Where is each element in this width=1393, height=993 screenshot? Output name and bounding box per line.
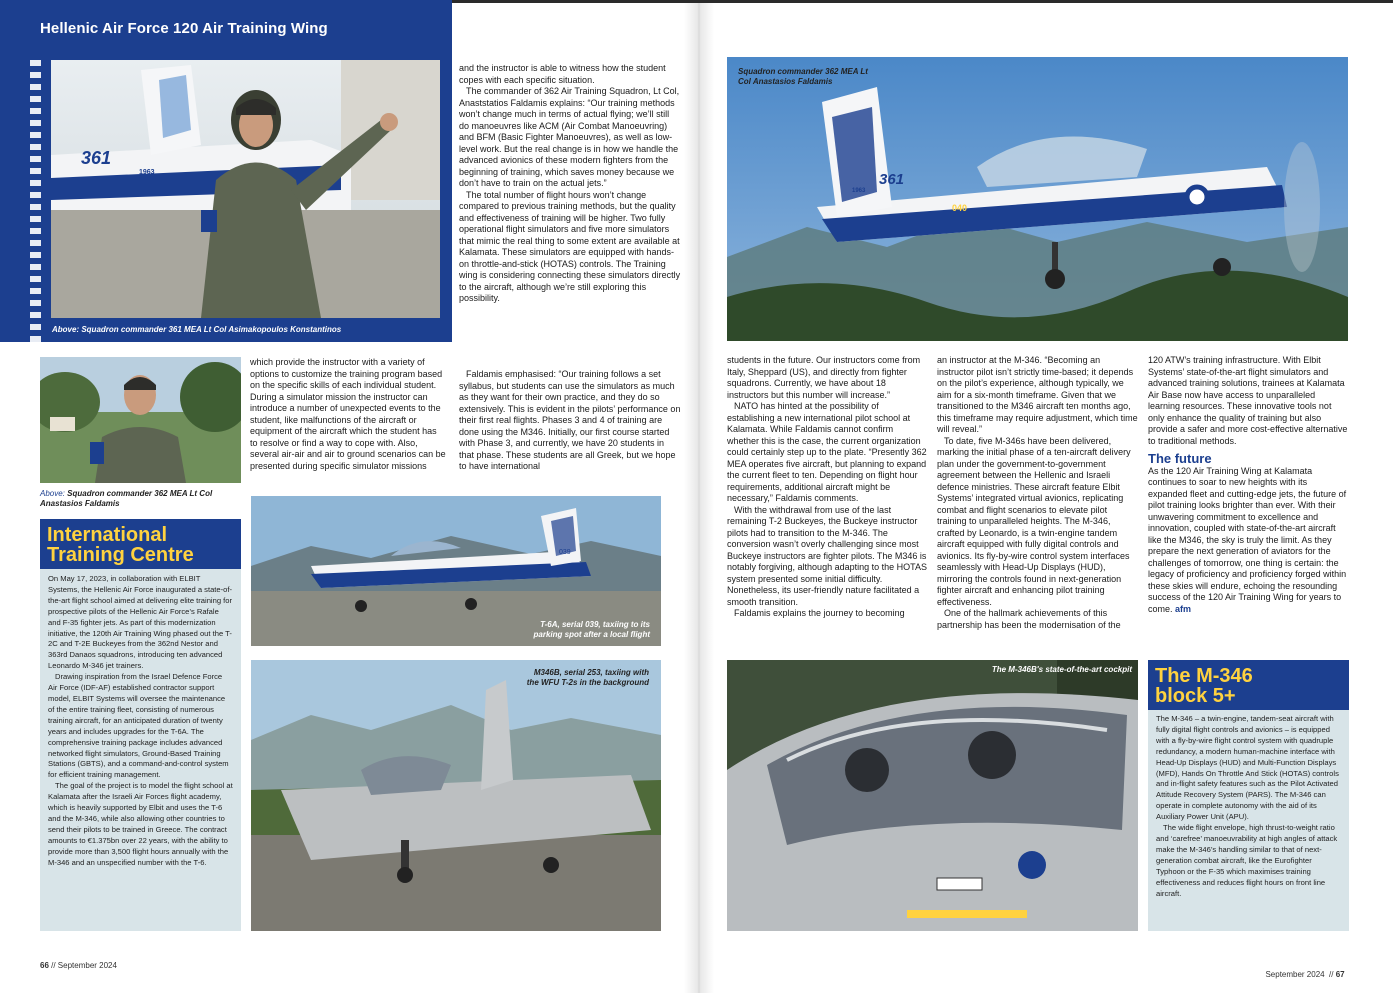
paragraph: Faldamis explains the journey to becoming [734, 608, 905, 618]
itc-box-title [40, 519, 241, 569]
m346-box-title [1148, 660, 1349, 710]
column-right-2 [937, 355, 1139, 631]
page-number-right: 67 [1335, 970, 1345, 979]
paragraph: students in the future. Our instructors come from Italy, Sheppard (US), and directly from fighter squadrons. Currently, we have about 18 instructors but this number will increase.” [727, 355, 921, 400]
tail-361-mark: 361 [81, 148, 112, 168]
m346-paragraph: The M-346 – a twin-engine, tandem-seat aircraft with fully digital flight controls and avionics – is equipped with a fly-by-wire flight control system with quadruple redundancy, a modern human-machine interface with Head-Up Displays (HUD) and Multi-Function Displays (MFD), Hands On Throttle And Stick (HOTAS) controls and in-flight safety features such as the Pilot Activated Attitude Recovery System (PARS). The M-346 can operate in complete autonomy with the aid of its Auxiliary Power Unit (APU). [1156, 714, 1339, 822]
itc-paragraph: Drawing inspiration from the Israel Defence Force Air Force (IDF-AF) established contractor support model, ELBIT Systems will oversee the maintenance of the entire training fleet, consisting of numerous training aircraft, for an anticipated duration of twenty years and includes upgrades for the T-6A. The comprehensive training package includes advanced networked flight simulators, Ground-Based Training Stations (GBTS), and a command-and-control system for efficient training management. [48, 672, 229, 780]
folio-left-text: // September 2024 [48, 961, 117, 970]
photo-portrait-faldamis-art [40, 357, 241, 483]
photo-t6-inflight [727, 57, 1348, 341]
caption-portrait [40, 489, 240, 509]
paragraph: an instructor at the M-346. “Becoming an instructor pilot isn’t strictly time-based; it depends on the pilot’s experience, although typically, we aim for a six-month timeframe. Given that we transitioned to the M346 aircraft ten months ago, this timeframe may require adjustment, which time will reveal.” [937, 355, 1138, 434]
caption-t6a: T-6A, serial 039, taxiing to its parking spot after a local flight [533, 620, 650, 639]
paragraph: 120 ATW’s training infrastructure. With Elbit Systems’ state-of-the-art flight simulators and advanced training solutions, trainees at Kalamata Air Base now have access to unparalleled learning resources. These innovative tools not only enhance the quality of training but also provide a safer and more cost-effective alternative to traditional methods. [1148, 355, 1348, 446]
paragraph: Faldamis emphasised: “Our training follows a set syllabus, but students can use the simulators as much as they want for their own practice, and they do so extensively. This is evident in the pilots’ performance on their first real flights. Phases 3 and 4 of training are done using the M346. Initially, our first course started with Phase 3, and currently, we have 20 students in that phase. These students are all Greek, but we hope to have international [459, 369, 681, 471]
photo-m346b-cockpit [727, 660, 1138, 931]
m346-box-body [1148, 710, 1349, 931]
column-left-mid [250, 357, 446, 472]
photo-t6-inflight-art [727, 57, 1348, 341]
caption-m346b: M346B, serial 253, taxiing with the WFU T-2s in the background [526, 668, 649, 687]
tail-361-inflight-mark: 361 [879, 171, 905, 188]
paragraph: One of the hallmark achievements of this partnership has been the modernisation of the [937, 608, 1121, 630]
itc-box-body [40, 569, 241, 931]
caption-portrait-prefix: Above: [40, 489, 65, 498]
subhead-the-future: The future [1148, 451, 1212, 466]
column-right-1 [727, 355, 927, 620]
greek-flag-stripe [30, 60, 41, 342]
itc-paragraph: On May 17, 2023, in collaboration with ELBIT Systems, the Hellenic Air Force inaugurated a state-of-the-art flight school aimed at delivering elite training for prospective pilots of the Hellenic Air Force’s Rafale and F-35 fighter jets. As part of this modernization initiative, the 120th Air Training Wing phased out the T-2C and T-2E Buckeyes from the 362nd Nestor and 363rd Danaos squadrons, introducing ten advanced Leonardo M-346 jet trainers. [48, 574, 233, 671]
photo-m346b-taxiing [251, 660, 661, 931]
column-mid-mid [459, 369, 681, 473]
caption-portrait-text: Squadron commander 362 MEA Lt Col Anastasios Faldamis [40, 489, 213, 508]
folio-left [40, 961, 117, 970]
itc-box-title-line2: Training Centre [47, 544, 194, 566]
paragraph-future [1148, 466, 1348, 616]
photo-commander-361-art [51, 60, 440, 318]
paragraph: The commander of 362 Air Training Squadron, Lt Col, Anaststatios Faldamis explains: “Our training methods won’t change much in terms of actual flying; we’ll still do manoeuvres like ACM (Air Combat Manoeuvring) and BFM (Basic Fighter Manoeuvres), as well as low-level work. But the real change is in how we handle the advanced avionics of these modern fighters from the beginning of training, which saves money because we don’t have to train on the actual jets.” [459, 86, 680, 188]
tail-040-mark: 040 [952, 203, 968, 213]
page-gutter [684, 0, 714, 993]
itc-box [40, 519, 241, 931]
paragraph: which provide the instructor with a variety of options to customize the training program based on the specific skills of each individual student. During a simulator mission the instructor can introduce a number of unexpected events to the student, like malfunctions of the aircraft or equipment of the aircraft which the student has to resolve or find a way to cope with. Also, several air-air and air to ground scenarios can be presented during specific simulator missions [250, 357, 446, 471]
photo-portrait-faldamis [40, 357, 241, 483]
year-1963-mark: 1963 [139, 169, 155, 176]
column-mid-top [459, 63, 681, 305]
paragraph: NATO has hinted at the possibility of establishing a new international pilot school at Kalamata. While Faldamis cannot confirm whether this is the case, the current organization could certainly step up to the plate. “Presently 362 MEA operates five aircraft, but planning to expand the current fleet to ten. Depending on flight hour requirements, additional aircraft might be necessary,” Faldamis comments. [727, 401, 927, 503]
future-text: As the 120 Air Training Wing at Kalamata continues to soar to new heights with its expanded fleet and cutting-edge jets, the future of pilot training looks brighter than ever. With their unwavering commitment to excellence and innovation, coupled with state-of-the-art aircraft like the M346, the sky is truly the limit. As they prepare the next generation of aviators for the challenges of tomorrow, one thing is certain: the legacy of proficiency and proficiency forged within these skies will endure, echoing the resounding success of the 120 Air Training Wing for years to come. [1148, 465, 1347, 614]
folio-right [1261, 961, 1345, 979]
photo-m346b-taxiing-art [251, 660, 661, 931]
photo-commander-361 [51, 60, 440, 318]
caption-cockpit: The M-346B's state-of-the-art cockpit [991, 665, 1132, 674]
folio-right-text: September 2024 // [1265, 970, 1336, 979]
paragraph: The total number of flight hours won’t change compared to previous training methods, but the quality and effectiveness of training will be higher. Two fully operational flight simulators and five more simulators that mimic the real thing to some extent are available at Kalamata. These simulators are equipped with hands-on throttle-and-stick (HOTAS) controls. The Training wing is considering connecting these simulators directly to the aircraft, although we’re still exploring this possibility. [459, 189, 681, 303]
page-number-left: 66 [40, 961, 49, 970]
page-title: Hellenic Air Force 120 Air Training Wing [40, 20, 328, 37]
photo-m346b-cockpit-art [727, 660, 1138, 931]
itc-paragraph: The goal of the project is to model the flight school at Kalamata after the Israeli Air Forces flight academy, which is heavily supported by Elbit and uses the T-6 and the M-346, while also allowing other countries to send their pilots to be trained in Greece. The contract amounts to €1.375bn over 22 years, with the ability to provide more than 3,500 flight hours annually with the M-346 and an unspecified number with the T-6. [48, 781, 233, 867]
column-right-3 [1148, 355, 1348, 615]
top-rule [452, 0, 1393, 3]
year-1963-inflight-mark: 1963 [852, 188, 866, 194]
paragraph: With the withdrawal from use of the last remaining T-2 Buckeyes, the Buckeye instructor pilots had to transition to the M-346. The conversion wasn’t overly challenging since most Buckeye instructors are fighter pilots. The M346 is notably forgiving, although adapting to the HOTAS system presented some initial difficulty. Nonetheless, its user-friendly nature facilitated a smooth transition. [727, 504, 927, 607]
m346-paragraph: The wide flight envelope, high thrust-to-weight ratio and ‘carefree’ manoeuvrability at high angles of attack make the M-346’s handling similar to that of next-generation combat aircraft, like the Eurofighter Typhoon or the F-35 which maximises training effectiveness and reduces flight hours on front line aircraft. [1156, 823, 1338, 898]
caption-top-right: Squadron commander 362 MEA Lt Col Anastasios Faldamis [738, 67, 868, 86]
m346-box [1148, 660, 1349, 931]
m346-box-title-line2: block 5+ [1155, 685, 1236, 707]
paragraph: To date, five M-346s have been delivered, marking the initial phase of a ten-aircraft delivery plan under the government-to-government agreement between the Hellenic and Israeli defence ministries. These aircraft feature Elbit Systems’ integrated virtual avionics, replicating combat and flight scenarios to elevate pilot training to unparalleled heights. The M-346, crafted by Leonardo, is a twin-engine tandem aircraft equipped with fully digital controls and avionics. Its fly-by-wire control system interfaces seamlessly with Head-Up Displays (HUD), mirroring the controls found in next-generation fighter aircraft and enhancing pilot training effectiveness. [937, 435, 1131, 607]
itc-box-title-line1: International [47, 524, 168, 546]
caption-top-left: Above: Squadron commander 361 MEA Lt Col Asimakopoulos Konstantinos [52, 325, 342, 334]
paragraph: and the instructor is able to witness how the student copes with each specific situation. [459, 63, 666, 85]
m346-box-title-line1: The M-346 [1155, 665, 1253, 687]
tail-039-mark: 039 [559, 549, 571, 556]
afm-signoff: afm [1175, 603, 1192, 614]
